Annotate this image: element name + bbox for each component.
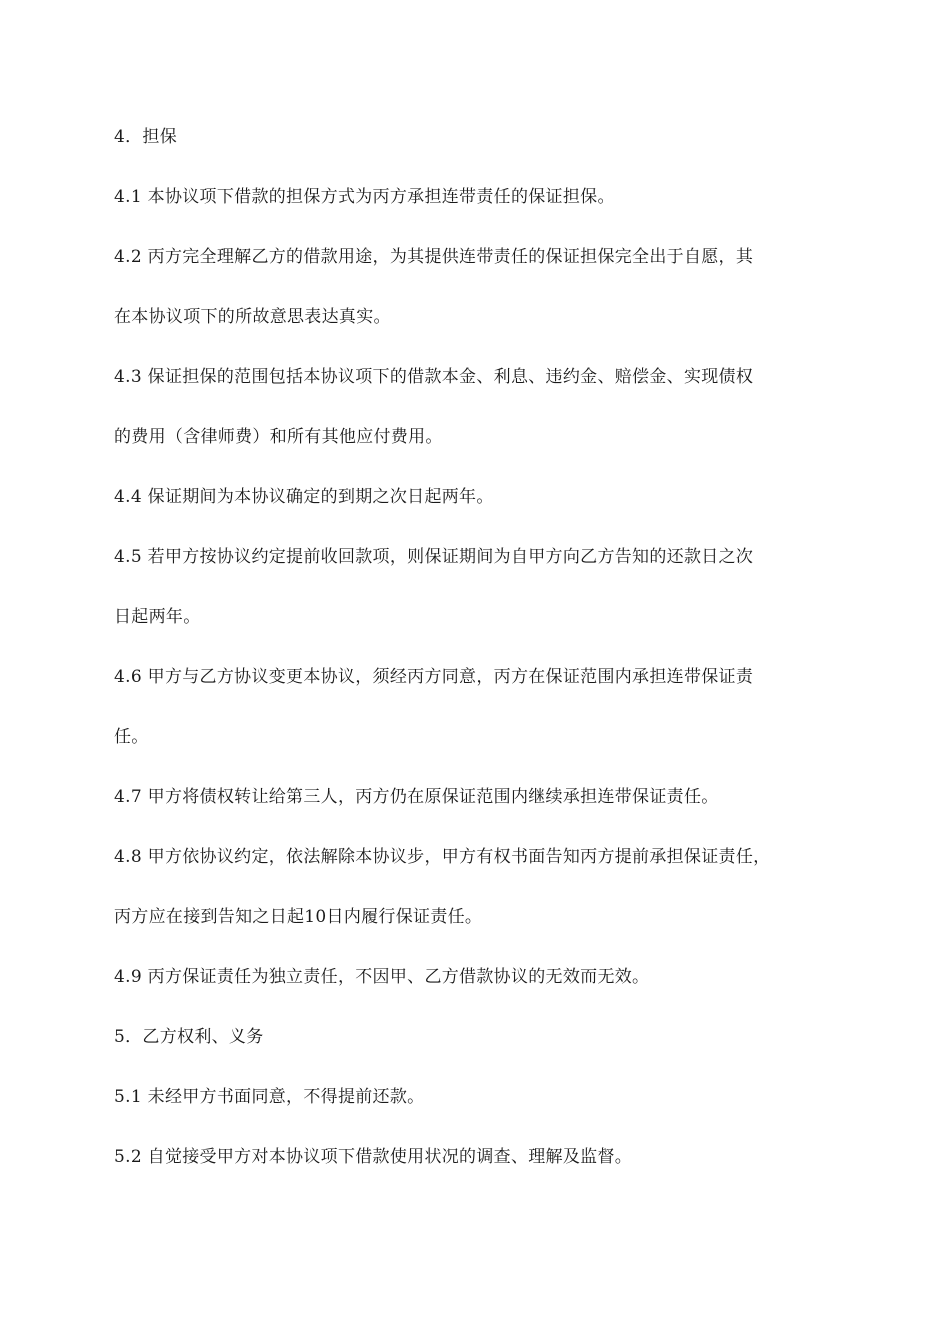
clause-4-6: 4.6 甲方与乙方协议变更本协议，须经丙方同意，丙方在保证范围内承担连带保证责 — [114, 667, 754, 687]
clause-4-1: 4.1 本协议项下借款的担保方式为丙方承担连带责任的保证担保。 — [114, 187, 615, 207]
section-heading-5: 5．乙方权利、义务 — [114, 1027, 264, 1047]
clause-4-9: 4.9 丙方保证责任为独立责任，不因甲、乙方借款协议的无效而无效。 — [114, 967, 650, 987]
clause-4-6-continued: 任。 — [114, 727, 149, 747]
clause-5-2: 5.2 自觉接受甲方对本协议项下借款使用状况的调查、理解及监督。 — [114, 1147, 633, 1167]
clause-4-5-continued: 日起两年。 — [114, 607, 201, 627]
clause-4-3: 4.3 保证担保的范围包括本协议项下的借款本金、利息、违约金、赔偿金、实现债权 — [114, 367, 754, 387]
clause-4-4: 4.4 保证期间为本协议确定的到期之次日起两年。 — [114, 487, 494, 507]
document-body — [114, 122, 854, 1202]
section-heading-4: 4．担保 — [114, 127, 178, 147]
clause-4-8-continued: 丙方应在接到告知之日起10日内履行保证责任。 — [114, 907, 483, 927]
clause-4-2-continued: 在本协议项下的所故意思表达真实。 — [114, 307, 391, 327]
clause-4-2: 4.2 丙方完全理解乙方的借款用途，为其提供连带责任的保证担保完全出于自愿，其 — [114, 247, 754, 267]
clause-4-3-continued: 的费用（含律师费）和所有其他应付费用。 — [114, 427, 443, 447]
clause-4-8: 4.8 甲方依协议约定，依法解除本协议步，甲方有权书面告知丙方提前承担保证责任， — [114, 847, 771, 867]
clause-4-7: 4.7 甲方将债权转让给第三人，丙方仍在原保证范围内继续承担连带保证责任。 — [114, 787, 719, 807]
clause-5-1: 5.1 未经甲方书面同意，不得提前还款。 — [114, 1087, 425, 1107]
clause-4-5: 4.5 若甲方按协议约定提前收回款项，则保证期间为自甲方向乙方告知的还款日之次 — [114, 547, 754, 567]
